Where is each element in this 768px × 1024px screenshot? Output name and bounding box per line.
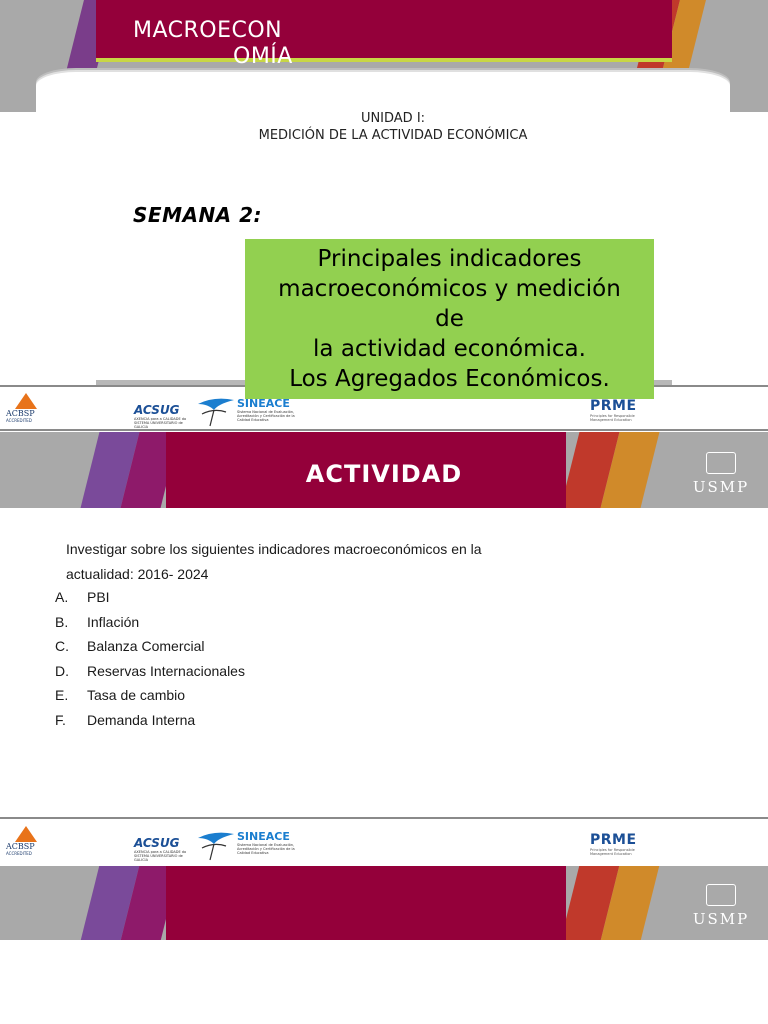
prme-subtext: Principles for Responsible Management Education — [590, 414, 635, 422]
topic-line: macroeconómicos y medición — [278, 276, 621, 302]
list-item — [55, 659, 245, 684]
list-item — [55, 634, 245, 659]
sineace-logo — [196, 394, 236, 432]
list-item-key: D. — [55, 662, 69, 679]
acbsp-text: ACBSP — [6, 409, 35, 418]
sineace-subtext: Sistema Nacional de Evaluación, Acreditación y Certificación de la Calidad Educativa — [237, 843, 295, 855]
activity-intro: Investigar sobre los siguientes indicadores macroeconómicos en la actualidad: 2016- 2024 — [66, 541, 482, 582]
acbsp-triangle-icon — [15, 826, 37, 842]
sineace-logo — [196, 828, 236, 866]
topic-line: Los Agregados Económicos. — [289, 366, 610, 392]
logo-strip-top-rule — [0, 817, 768, 819]
acbsp-text: ACBSP — [6, 842, 35, 851]
acbsp-triangle-icon — [15, 393, 37, 409]
indicator-list — [55, 585, 245, 732]
acsug-subtext: AXENCIA para a CALIDADE do SISTEMA UNIVERSITARIO de GALICIA — [134, 850, 187, 862]
usmp-logo — [686, 452, 756, 496]
sineace-wordmark — [237, 830, 297, 855]
acbsp-logo — [6, 826, 50, 856]
sineace-text: SINEACE — [237, 397, 290, 410]
acsug-subtext: AXENCIA para a CALIDADE do SISTEMA UNIVERSITARIO de GALICIA — [134, 417, 187, 429]
prme-logo — [590, 398, 644, 422]
acsug-text: ACSUG — [134, 836, 180, 850]
acsug-logo — [134, 836, 194, 862]
acsug-text: ACSUG — [134, 403, 180, 417]
sineace-bird-icon — [196, 828, 236, 862]
prme-text: PRME — [590, 832, 637, 848]
acbsp-logo — [6, 393, 50, 423]
list-item — [55, 683, 245, 708]
list-item — [55, 585, 245, 610]
sineace-wordmark — [237, 397, 297, 422]
list-item — [55, 610, 245, 635]
slide3-title-band — [166, 866, 566, 940]
prme-subtext: Principles for Responsible Management Education — [590, 848, 635, 856]
acbsp-subtext: ACCREDITED — [6, 418, 32, 423]
list-item-key: E. — [55, 687, 69, 703]
topic-line: la actividad económica. — [313, 336, 586, 362]
list-item-key: F. — [55, 711, 66, 728]
usmp-crest-icon — [706, 452, 736, 474]
topic-line: de — [435, 306, 464, 332]
usmp-crest-icon — [706, 884, 736, 906]
course-title — [133, 18, 313, 70]
usmp-logo — [686, 884, 756, 928]
acsug-logo — [134, 403, 194, 429]
usmp-text: USMP — [692, 910, 750, 928]
list-item-label: Reservas Internacionales — [87, 662, 245, 679]
sineace-subtext: Sistema Nacional de Evaluación, Acreditación y Certificación de la Calidad Educativa — [237, 410, 295, 422]
list-item-key: A. — [55, 589, 69, 605]
unidad-subtitle: MEDICIÓN DE LA ACTIVIDAD ECONÓMICA — [258, 128, 528, 143]
unidad-heading — [0, 110, 768, 144]
prme-logo — [590, 832, 644, 856]
semana-label: SEMANA 2: — [133, 203, 263, 227]
list-item-key: C. — [55, 638, 69, 654]
sineace-bird-icon — [196, 394, 236, 428]
topic-line: Principales indicadores — [317, 246, 582, 272]
slide2-title: ACTIVIDAD — [305, 460, 463, 488]
topic-box — [245, 239, 654, 399]
sineace-text: SINEACE — [237, 830, 290, 843]
list-item-key: B. — [55, 613, 69, 630]
unidad-label: UNIDAD I: — [360, 111, 426, 126]
list-item-label: PBI — [87, 589, 110, 605]
list-item — [55, 708, 245, 733]
prme-text: PRME — [590, 398, 637, 414]
list-item-label: Inflación — [87, 613, 140, 630]
course-title-line1: MACROECON — [133, 18, 283, 43]
list-item-label: Tasa de cambio — [87, 687, 186, 703]
usmp-text: USMP — [692, 478, 750, 496]
course-title-line2: OMÍA — [233, 44, 293, 69]
acbsp-subtext: ACCREDITED — [6, 851, 32, 856]
logo-strip-bottom-rule — [0, 429, 768, 431]
list-item-label: Balanza Comercial — [87, 638, 205, 654]
list-item-label: Demanda Interna — [87, 711, 196, 728]
